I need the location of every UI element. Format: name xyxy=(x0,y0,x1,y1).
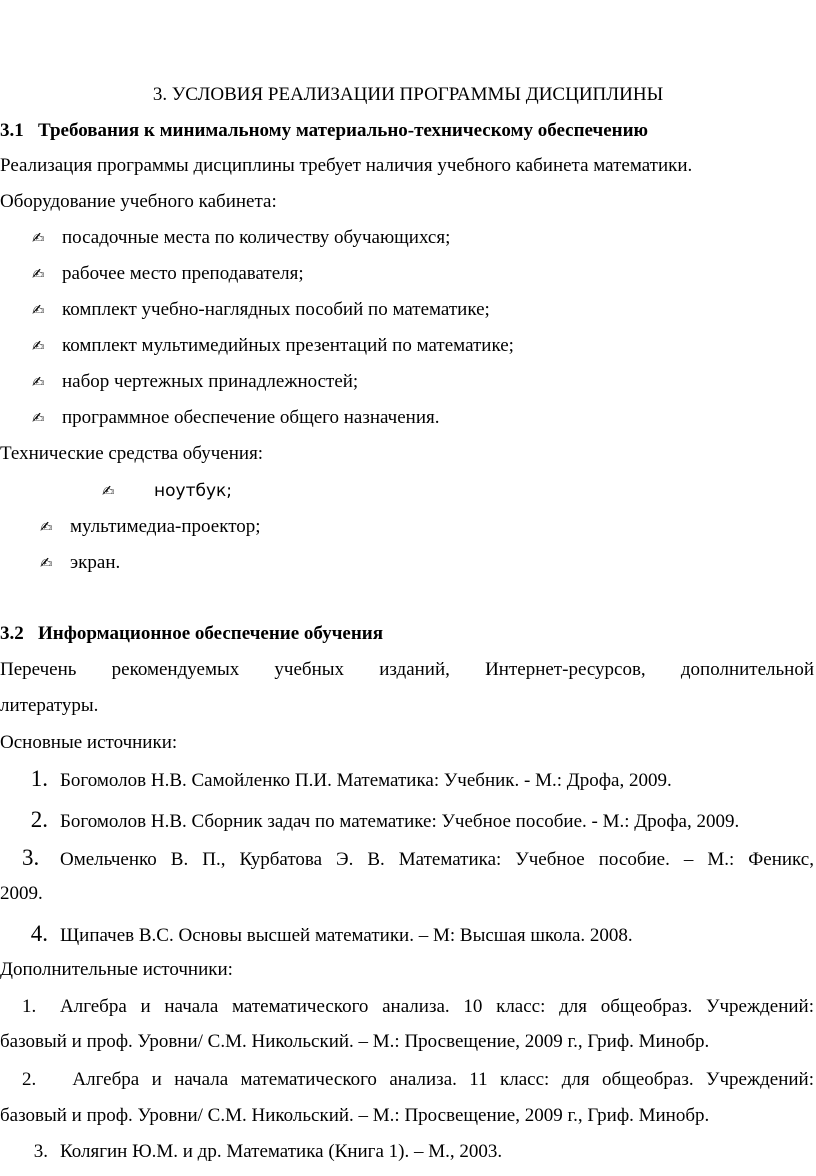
extra-source-item: 1. Алгебра и начала математического анализа. 10 класс: для общеобраз. Учреждений: xyxy=(22,996,814,1017)
main-source-item: 1. Богомолов Н.В. Самойленко П.И. Математика: Учебник. - М.: Дрофа, 2009. xyxy=(30,766,672,791)
main-source-item: 4. Щипачев В.С. Основы высшей математики. – М: Высшая школа. 2008. xyxy=(30,921,633,946)
subsection-title: Информационное обеспечение обучения xyxy=(38,623,384,644)
extra-source-continuation: базовый и проф. Уровни/ С.М. Никольский. – М.: Просвещение, 2009 г., Гриф. Минобр. xyxy=(0,1105,710,1126)
main-source-item: 2. Богомолов Н.В. Сборник задач по математике: Учебное пособие. - М.: Дрофа, 2009. xyxy=(30,807,740,832)
list-intro-line: литературы. xyxy=(0,695,99,716)
writing-hand-icon: ✍ xyxy=(40,518,53,536)
list-item: ✍ ноутбук; xyxy=(102,481,233,501)
intro-paragraph: Реализация программы дисциплины требует наличия учебного кабинета математики. xyxy=(0,155,693,176)
list-item: ✍ экран. xyxy=(40,552,121,573)
subsection-number: 3.2 xyxy=(0,623,24,644)
subsection-3-1-heading xyxy=(0,119,648,143)
writing-hand-icon: ✍ xyxy=(32,229,45,247)
writing-hand-icon: ✍ xyxy=(32,265,45,283)
extra-sources-heading: Дополнительные источники: xyxy=(0,959,233,980)
list-intro-line: Перечень рекомендуемых учебных изданий, Интернет-ресурсов, дополнительной xyxy=(0,659,814,680)
tech-heading: Технические средства обучения: xyxy=(0,443,264,464)
section-title: 3. УСЛОВИЯ РЕАЛИЗАЦИИ ПРОГРАММЫ ДИСЦИПЛИНЫ xyxy=(152,84,664,105)
main-source-item: 3. Омельченко В. П., Курбатова Э. В. Математика: Учебное пособие. – М.: Феникс, xyxy=(22,845,814,870)
main-sources-heading: Основные источники: xyxy=(0,732,178,753)
list-item: ✍ рабочее место преподавателя; xyxy=(32,263,304,284)
list-item: ✍ мультимедиа-проектор; xyxy=(40,516,261,537)
writing-hand-icon: ✍ xyxy=(32,409,45,427)
subsection-3-2-heading xyxy=(0,622,383,646)
extra-source-item: 3. Колягин Ю.М. и др. Математика (Книга 1). – М., 2003. xyxy=(33,1141,503,1162)
list-item: ✍ программное обеспечение общего назначения. xyxy=(32,407,440,428)
writing-hand-icon: ✍ xyxy=(32,301,45,319)
list-item: ✍ комплект мультимедийных презентаций по математике; xyxy=(32,335,514,356)
main-source-continuation: 2009. xyxy=(0,883,43,904)
equipment-heading: Оборудование учебного кабинета: xyxy=(0,191,277,212)
list-item: ✍ набор чертежных принадлежностей; xyxy=(32,371,359,392)
extra-source-item: 2. Алгебра и начала математического анализа. 11 класс: для общеобраз. Учреждений: xyxy=(22,1069,814,1090)
writing-hand-icon: ✍ xyxy=(40,554,53,572)
subsection-title: Требования к минимальному материально-техническому обеспечению xyxy=(38,120,649,141)
subsection-number: 3.1 xyxy=(0,120,24,141)
writing-hand-icon: ✍ xyxy=(102,482,115,500)
extra-source-continuation: базовый и проф. Уровни/ С.М. Никольский. – М.: Просвещение, 2009 г., Гриф. Минобр. xyxy=(0,1031,710,1052)
writing-hand-icon: ✍ xyxy=(32,337,45,355)
writing-hand-icon: ✍ xyxy=(32,373,45,391)
list-item: ✍ посадочные места по количеству обучающихся; xyxy=(32,227,451,248)
list-item: ✍ комплект учебно-наглядных пособий по математике; xyxy=(32,299,490,320)
